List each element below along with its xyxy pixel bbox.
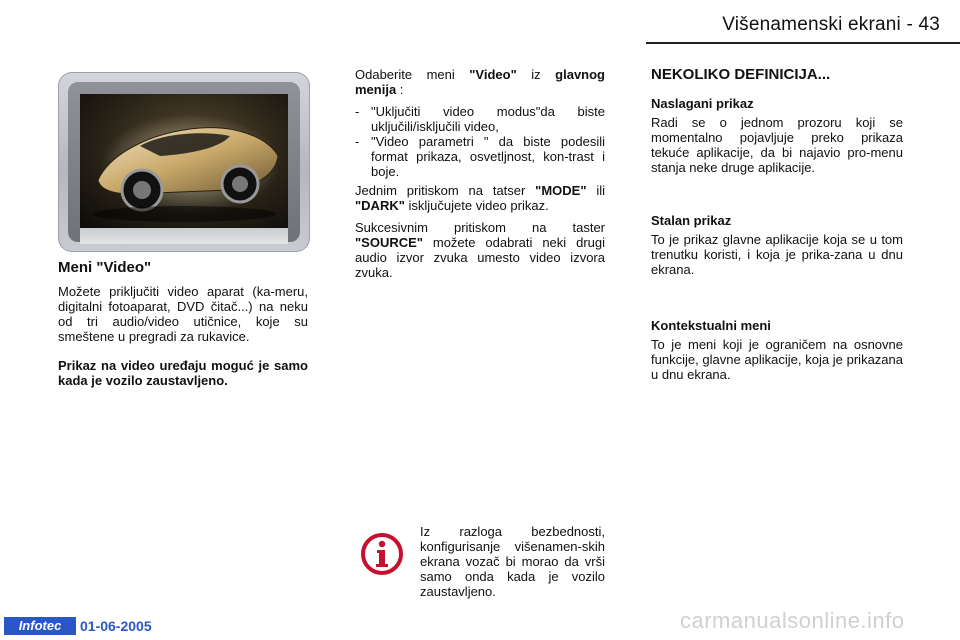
intro-main-menu: glavnog menija: [355, 67, 605, 97]
intro-video-key: "Video": [469, 67, 517, 82]
list-item: [355, 104, 605, 134]
middle-column: [355, 67, 605, 287]
safety-note-text: Iz razloga bezbednosti, konfigurisanje višenamen-skih ekrana vozač bi morao da vrši samo onda kada je vozilo zaustavljeno.: [420, 524, 605, 599]
definition-text: To je meni koji je ograničem na osnovne funkcije, glavne aplikacije, koja je prikazana u dnu ekrana.: [651, 337, 903, 382]
watermark: carmanualsonline.info: [680, 608, 905, 633]
video-warning: Prikaz na video uređaju moguć je samo kada je vozilo zaustavljeno.: [58, 358, 308, 388]
list-item-text: "Video parametri " da biste podesili format prikaza, osvetljnost, kon-trast i boje.: [371, 134, 605, 179]
definition-text: To je prikaz glavne aplikacije koja se u tom trenutku koristi, i koja je prika-zana u dnu ekrana.: [651, 232, 903, 277]
source-paragraph: [355, 220, 605, 280]
page-title: Višenamenski ekrani - 43: [722, 14, 940, 35]
video-menu-title: Meni "Video": [58, 259, 152, 276]
dash-marker: -: [355, 134, 360, 149]
video-options-list: [355, 104, 605, 179]
dash-marker: -: [355, 104, 360, 119]
definition-term: Stalan prikaz: [651, 213, 732, 228]
screen-base: [80, 228, 288, 244]
source-key: "SOURCE": [355, 235, 423, 250]
definition-text: Radi se o jednom prozoru koji se momentalno pojavljuje preko prikaza tekuće aplikacije, da bi najavio pro-menu stanja neke druge aplikacije.: [651, 115, 903, 175]
video-menu-paragraph: Možete priključiti video aparat (ka-meru, digitalni fotoaparat, DVD čitač...) na neku od tri audio/video utičnice, koje su smeštene u pregradi za rukavice.: [58, 284, 308, 344]
footer-date: 01-06-2005: [80, 618, 152, 634]
intro-prefix: Odaberite meni: [355, 67, 470, 82]
definition-block: [651, 318, 903, 389]
info-icon: [360, 532, 404, 576]
list-item-text: "Uključiti video modus"da biste uključili/isključili video,: [371, 104, 605, 134]
video-intro: [355, 67, 605, 97]
right-column: [651, 67, 903, 182]
mode-prefix: Jednim pritiskom na tatser: [355, 183, 536, 198]
definition-block: [651, 213, 903, 284]
intro-suffix: :: [396, 82, 404, 97]
definition-term: Kontekstualni meni: [651, 318, 771, 333]
source-prefix: Sukcesivnim pritiskom na taster: [355, 220, 605, 235]
mode-mid: ili: [586, 183, 605, 198]
header-rule: [646, 42, 960, 44]
mode-dark-paragraph: [355, 183, 605, 213]
intro-mid: iz: [516, 67, 556, 82]
left-column: [58, 260, 308, 395]
car-image: [80, 94, 288, 228]
list-item: [355, 134, 605, 179]
source-suffix: možete odabrati neki drugi audio izvor zvuka umesto video izvora zvuka.: [355, 235, 605, 280]
infotec-logo: Infotec: [4, 617, 76, 635]
screen-car-photo: [80, 94, 288, 228]
definitions-title: NEKOLIKO DEFINICIJA...: [651, 66, 831, 83]
definition-term: Naslagani prikaz: [651, 96, 754, 111]
mode-key: "MODE": [535, 183, 587, 198]
dark-key: "DARK": [355, 198, 405, 213]
safety-note: [420, 524, 605, 606]
mode-suffix: isključujete video prikaz.: [404, 198, 549, 213]
